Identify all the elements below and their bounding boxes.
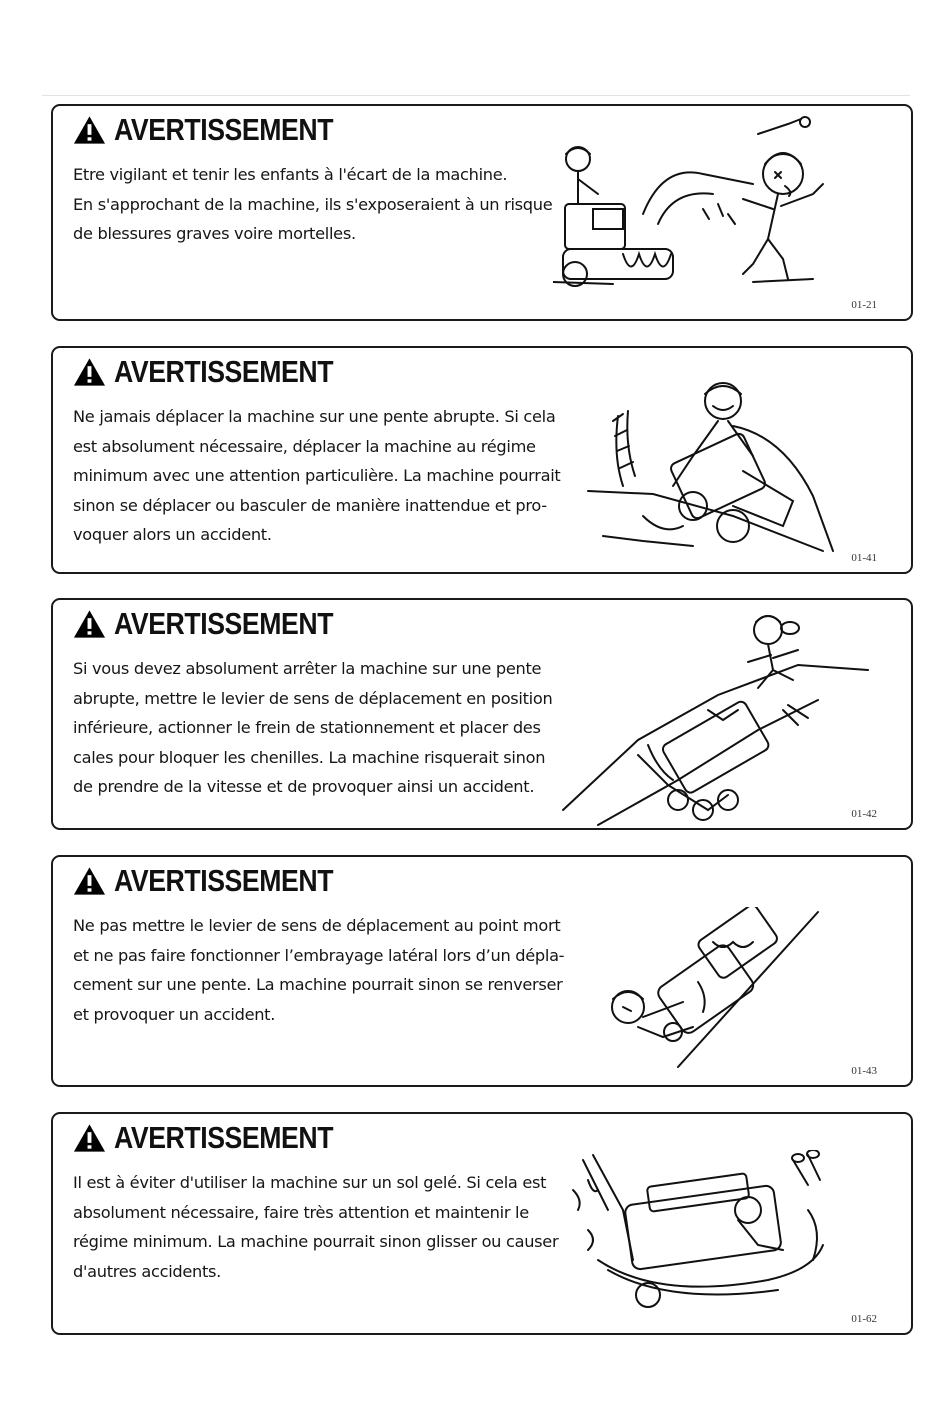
warning-heading: [73, 112, 369, 148]
warning-line: Ne pas mettre le levier de sens de déplacement au point mort: [73, 916, 561, 935]
warning-line: Etre vigilant et tenir les enfants à l'écart de la machine.: [73, 165, 508, 184]
warning-triangle-icon: [73, 1123, 106, 1153]
warning-triangle-icon: [73, 609, 106, 639]
warning-line: et ne pas faire fonctionner l’embrayage latéral lors d’un dépla-: [73, 945, 565, 965]
warning-line: absolument nécessaire, faire très attention et maintenir le: [73, 1202, 529, 1222]
warning-title: AVERTISSEMENT: [114, 1120, 334, 1155]
warning-text: [73, 654, 573, 802]
warning-line: d'autres accidents.: [73, 1261, 222, 1281]
warning-line: cales pour bloquer les chenilles. La machine risquerait sinon: [73, 747, 546, 767]
warning-code: 01-21: [851, 299, 877, 311]
warning-line: abrupte, mettre le levier de sens de déplacement en position: [73, 688, 553, 708]
warning-title: AVERTISSEMENT: [114, 606, 334, 641]
warning-line: voquer alors un accident.: [73, 525, 272, 545]
warning-box: [51, 855, 913, 1087]
warning-title: AVERTISSEMENT: [114, 112, 334, 147]
warning-code: 01-62: [851, 1313, 877, 1325]
warning-line: de blessures graves voire mortelles.: [73, 224, 356, 244]
machine-skidding-on-ice-illustration: [568, 1150, 838, 1315]
warning-line: inférieure, actionner le frein de stationnement et placer des: [73, 718, 541, 738]
warning-box: [51, 598, 913, 830]
child-near-snowblower-illustration: [553, 114, 853, 294]
warning-text: [73, 402, 573, 550]
warning-triangle-icon: [73, 115, 106, 145]
warning-line: de prendre de la vitesse et de provoquer ainsi un accident.: [73, 777, 535, 797]
warning-line: régime minimum. La machine pourrait sinon glisser ou causer: [73, 1232, 559, 1252]
warning-text: [73, 1168, 573, 1286]
machine-tipping-on-slope-illustration: [583, 376, 843, 556]
warning-title: AVERTISSEMENT: [114, 354, 334, 389]
warning-line: et provoquer un accident.: [73, 1004, 276, 1024]
warning-heading: [73, 1120, 369, 1156]
warning-line: minimum avec une attention particulière. La machine pourrait: [73, 466, 561, 486]
top-rule: [42, 95, 910, 96]
warning-heading: [73, 354, 369, 390]
warning-line: est absolument nécessaire, déplacer la machine au régime: [73, 436, 536, 456]
warning-text: [73, 911, 573, 1029]
warning-triangle-icon: [73, 357, 106, 387]
machine-sliding-down-slope-illustration: [558, 610, 873, 828]
warning-box: [51, 104, 913, 321]
warning-line: En s'approchant de la machine, ils s'exposeraient à un risque: [73, 194, 553, 214]
warning-line: sinon se déplacer ou basculer de manière inattendue et pro-: [73, 495, 547, 515]
warning-code: 01-42: [851, 808, 877, 820]
warning-box: [51, 346, 913, 574]
warning-heading: [73, 863, 369, 899]
warning-line: Ne jamais déplacer la machine sur une pente abrupte. Si cela: [73, 407, 556, 426]
warning-text: [73, 160, 573, 249]
warning-code: 01-41: [851, 552, 877, 564]
warning-triangle-icon: [73, 866, 106, 896]
machine-overturning-on-slope-illustration: [603, 907, 828, 1072]
warning-heading: [73, 606, 369, 642]
warning-line: cement sur une pente. La machine pourrait sinon se renverser: [73, 975, 563, 995]
warning-line: Si vous devez absolument arrêter la machine sur une pente: [73, 659, 542, 678]
warning-title: AVERTISSEMENT: [114, 863, 334, 898]
warning-code: 01-43: [851, 1065, 877, 1077]
warning-line: Il est à éviter d'utiliser la machine sur un sol gelé. Si cela est: [73, 1173, 547, 1192]
warning-box: [51, 1112, 913, 1335]
